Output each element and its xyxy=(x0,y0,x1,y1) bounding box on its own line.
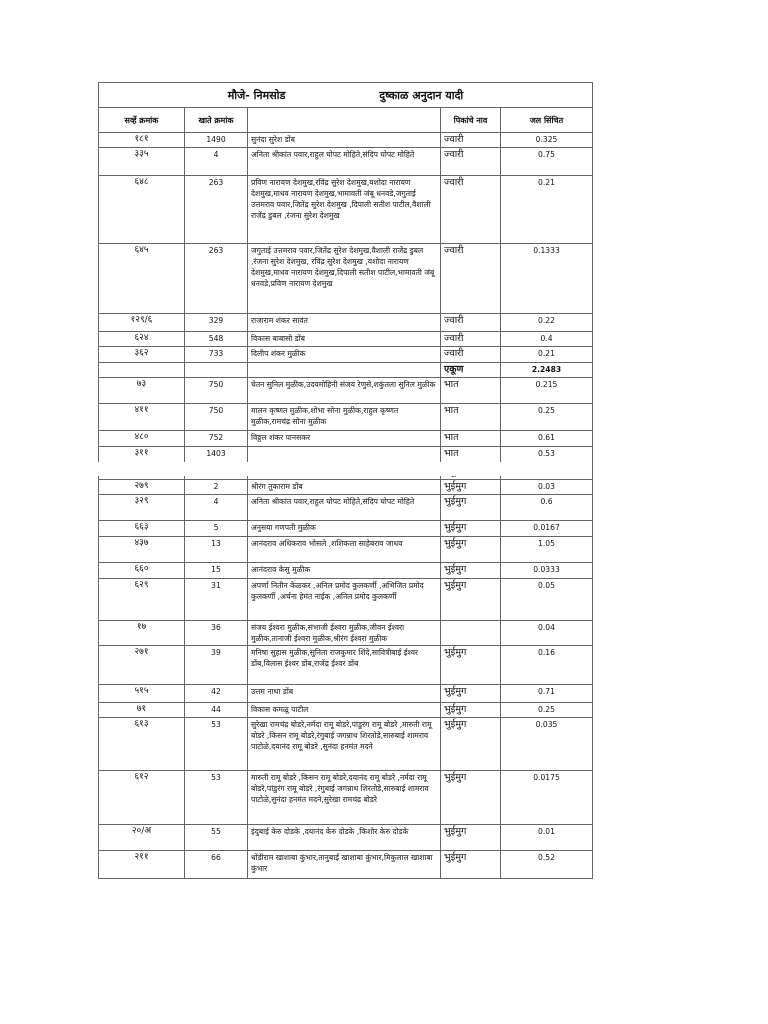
owner-names-cell: सुनंदा सुरेश डोंब xyxy=(248,133,441,148)
account-number-cell: 66 xyxy=(185,851,248,879)
irrigated-area-cell: 0.0167 xyxy=(501,521,593,537)
survey-number-cell: ६४५ xyxy=(99,244,185,314)
crop-name-cell: भुईमुग xyxy=(441,537,501,563)
crop-name-cell: भुईमुग xyxy=(441,851,501,879)
irrigated-area-cell: 0.25 xyxy=(501,404,593,431)
account-number-cell: 44 xyxy=(185,703,248,718)
survey-number-cell xyxy=(99,363,185,378)
irrigated-area-cell: 0.6 xyxy=(501,495,593,521)
survey-number-cell: ३३५ xyxy=(99,148,185,176)
header-row xyxy=(99,108,593,133)
account-number-cell: 263 xyxy=(185,244,248,314)
owner-names-cell xyxy=(248,363,441,378)
table-row xyxy=(99,404,593,431)
owner-names-cell: मनिषा सुहास मुळीक,सुनिता राजकुमार शिंदे,सावित्रीबाई ईश्वर डोंब,विलास ईश्वर डोंब,राजेंद्र ईश्वर डोंब xyxy=(248,646,441,685)
page-break-gap xyxy=(98,462,592,476)
irrigated-area-cell: 0.03 xyxy=(501,480,593,495)
account-number-cell: 733 xyxy=(185,347,248,363)
survey-number-cell: ३२९ xyxy=(99,495,185,521)
table-row xyxy=(99,495,593,521)
crop-name-cell: भुईमुग xyxy=(441,718,501,771)
survey-number-cell: ४८० xyxy=(99,431,185,447)
header-crop-name: पिकांचे नाव xyxy=(441,108,501,133)
crop-name-cell: भुईमुग xyxy=(441,579,501,621)
survey-number-cell: ६२९ xyxy=(99,579,185,621)
account-number-cell: 4 xyxy=(185,495,248,521)
crop-name-cell: भुईमुग xyxy=(441,495,501,521)
total-row xyxy=(99,363,593,378)
irrigated-area-cell: 0.25 xyxy=(501,703,593,718)
table-row xyxy=(99,579,593,621)
survey-number-cell: ५१५ xyxy=(99,685,185,703)
irrigated-area-cell: 0.0175 xyxy=(501,771,593,825)
list-name: दुष्काळ अनुदान यादी xyxy=(379,88,464,102)
irrigated-area-cell: 0.04 xyxy=(501,621,593,646)
survey-number-cell: ७१ xyxy=(99,703,185,718)
crop-name-cell: ज्वारी xyxy=(441,244,501,314)
account-number-cell: 53 xyxy=(185,718,248,771)
account-number-cell: 2 xyxy=(185,480,248,495)
table-row xyxy=(99,771,593,825)
survey-number-cell: २११ xyxy=(99,851,185,879)
survey-number-cell: २७१ xyxy=(99,646,185,685)
irrigated-area-cell: 2.2483 xyxy=(501,363,593,378)
document-sheet xyxy=(98,82,592,879)
table-row xyxy=(99,703,593,718)
survey-number-cell: १२९/६ xyxy=(99,314,185,332)
owner-names-cell: विकास कमळू पाटील xyxy=(248,703,441,718)
owner-names-cell: प्रविण नारायण देशमुख,रविंद्र सुरेश देशमुख,यशोदा नारायण देशमुख,माधव नारायण देशमुख,भामावती जंबू धनवडे,जगुताई उत्तमराव पवार,जितेंद्र सुरेश देशमुख ,दिपाली सतीश पाटील,वैशाली राजेंद्र डुबल ,रंजना सुरेश देशमुख xyxy=(248,176,441,244)
account-number-cell: 53 xyxy=(185,771,248,825)
crop-name-cell: ज्वारी xyxy=(441,347,501,363)
irrigated-area-cell: 0.16 xyxy=(501,646,593,685)
table-row xyxy=(99,646,593,685)
survey-number-cell: ६१२ xyxy=(99,771,185,825)
table-row xyxy=(99,431,593,447)
owner-names-cell: अनिता श्रीकांत पवार,राहुल घोपट मोहिते,संदिप घोपट मोहिते xyxy=(248,148,441,176)
irrigated-area-cell: 0.05 xyxy=(501,579,593,621)
owner-names-cell: संजय ईश्वरा मुळीक,संभाजी ईश्वरा मुळीक,जीवन ईश्वरा मुळीक,तानाजी ईश्वरा मुळीक,श्रीरंग ईश्वरा मुळीक xyxy=(248,621,441,646)
owner-names-cell: श्रीरंग तुकाराम डोंब xyxy=(248,480,441,495)
header-names xyxy=(248,108,441,133)
owner-names-cell: धोंडीराम खाशाबा कुंभार,तानुबाई खाशाबा कुंभार,मिकुलाल खाशाबा कुंभार xyxy=(248,851,441,879)
drought-grant-table xyxy=(98,82,593,879)
irrigated-area-cell: 1.05 xyxy=(501,537,593,563)
crop-name-cell: भुईमुग xyxy=(441,685,501,703)
owner-names-cell: राजाराम शंकर सावंत xyxy=(248,314,441,332)
irrigated-area-cell: 0.01 xyxy=(501,825,593,851)
table-row xyxy=(99,133,593,148)
owner-names-cell: सुरेखा रामचंद्र बोडरे,नर्मदा रामू बोडरे,पांडुरंग रामू बोडरे ,मारुती रामू बोडरे ,किसन रामू बोडरे,रंगुबाई जगन्नाथ शिरतोडे,सारुबाई शामराव पाटोळे,दयानंद रामू बोडरे ,सुनंदा हनमंत मदने xyxy=(248,718,441,771)
table-row xyxy=(99,563,593,579)
owner-names-cell: आनंदराव केसु मुळीक xyxy=(248,563,441,579)
survey-number-cell: ७३ xyxy=(99,378,185,404)
owner-names-cell: मारुती रामू बोडरे ,किसन रामू बोडरे,दयानंद रामू बोडरे ,नर्मदा रामू बोडरे,पांडुरंग रामू बोडरे ,रंगुबाई जगन्नाथ शिरतोडे,सारुबाई शामराव पाटोळे,सुनंदा हनमंत मदने,सुरेखा रामचंद्र बोडरे xyxy=(248,771,441,825)
irrigated-area-cell: 0.325 xyxy=(501,133,593,148)
table-row xyxy=(99,176,593,244)
account-number-cell: 42 xyxy=(185,685,248,703)
owner-names-cell: दिलीप शंकर मुळीक xyxy=(248,347,441,363)
table-row xyxy=(99,537,593,563)
crop-name-cell: ज्वारी xyxy=(441,332,501,347)
irrigated-area-cell: 0.22 xyxy=(501,314,593,332)
table-row xyxy=(99,685,593,703)
survey-number-cell: ६१३ xyxy=(99,718,185,771)
crop-name-cell: भुईमुग xyxy=(441,646,501,685)
account-number-cell: 750 xyxy=(185,378,248,404)
irrigated-area-cell: 0.4 xyxy=(501,332,593,347)
table-row xyxy=(99,851,593,879)
crop-name-cell: भुईमुग xyxy=(441,563,501,579)
irrigated-area-cell: 0.21 xyxy=(501,347,593,363)
irrigated-area-cell: 0.1333 xyxy=(501,244,593,314)
table-row xyxy=(99,825,593,851)
crop-name-cell: ज्वारी xyxy=(441,133,501,148)
survey-number-cell: ६४८ xyxy=(99,176,185,244)
header-account-no: खाते क्रमांक xyxy=(185,108,248,133)
irrigated-area-cell: 0.61 xyxy=(501,431,593,447)
survey-number-cell: ३११ xyxy=(99,447,185,465)
crop-name-cell: भात xyxy=(441,447,501,465)
owner-names-cell: उत्तम नाथा डोंब xyxy=(248,685,441,703)
account-number-cell: 4 xyxy=(185,148,248,176)
account-number-cell: 5 xyxy=(185,521,248,537)
account-number-cell: 1403 xyxy=(185,447,248,465)
account-number-cell: 263 xyxy=(185,176,248,244)
owner-names-cell: अनुसया गणपती मुळीक xyxy=(248,521,441,537)
owner-names-cell: विठ्ठल शंकर पानसकर xyxy=(248,431,441,447)
owner-names-cell: इंदुबाई केरु दोडके ,दयानंद केरु दोडके ,किशोर केरु दोडके xyxy=(248,825,441,851)
table-row xyxy=(99,244,593,314)
header-irrigated-area: जल सिंचित xyxy=(501,108,593,133)
owner-names-cell: अनिता श्रीकांत पवार,राहुल घोपट मोहिते,संदिप घोपट मोहिते xyxy=(248,495,441,521)
survey-number-cell: ६२४ xyxy=(99,332,185,347)
crop-name-cell: ज्वारी xyxy=(441,176,501,244)
table-row xyxy=(99,314,593,332)
irrigated-area-cell: 0.21 xyxy=(501,176,593,244)
survey-number-cell: ४११ xyxy=(99,404,185,431)
account-number-cell: 750 xyxy=(185,404,248,431)
crop-name-cell xyxy=(441,621,501,646)
crop-name-cell: भुईमुग xyxy=(441,521,501,537)
crop-name-cell: भात xyxy=(441,404,501,431)
table-row xyxy=(99,332,593,347)
survey-number-cell: १७ xyxy=(99,621,185,646)
irrigated-area-cell: 0.75 xyxy=(501,148,593,176)
account-number-cell xyxy=(185,363,248,378)
crop-name-cell: भुईमुग xyxy=(441,480,501,495)
table-row xyxy=(99,378,593,404)
owner-names-cell: मालन कृष्णत मुळीक,शोभा सोना मुळीक,राहुल कृष्णत मुळीक,रामचंद्र सोना मुळीक xyxy=(248,404,441,431)
survey-number-cell: २०/अ xyxy=(99,825,185,851)
account-number-cell: 55 xyxy=(185,825,248,851)
irrigated-area-cell: 0.215 xyxy=(501,378,593,404)
table-row xyxy=(99,521,593,537)
owner-names-cell: अपर्णा नितीन केळकर ,अनिल प्रमोद कुलकर्णी ,अभिजित प्रमोद कुलकर्णी ,अर्चना हेमंत नाईक ,अनिल प्रमोद कुलकर्णी xyxy=(248,579,441,621)
survey-number-cell: ६६० xyxy=(99,563,185,579)
village-name: मौजे- निमसोड xyxy=(227,88,286,102)
crop-name-cell: भुईमुग xyxy=(441,771,501,825)
crop-name-cell: भुईमुग xyxy=(441,825,501,851)
irrigated-area-cell: 0.53 xyxy=(501,447,593,465)
account-number-cell: 329 xyxy=(185,314,248,332)
table-row xyxy=(99,480,593,495)
crop-name-cell: भात xyxy=(441,431,501,447)
account-number-cell: 13 xyxy=(185,537,248,563)
account-number-cell: 31 xyxy=(185,579,248,621)
survey-number-cell: ६६३ xyxy=(99,521,185,537)
crop-name-cell: भात xyxy=(441,378,501,404)
owner-names-cell: जगुताई उत्तमराव पवार,जितेंद्र सुरेश देशमुख,वैशाली राजेंद्र डुबल ,रंजना सुरेश देशमुख, रविंद्र सुरेश देशमुख ,यशोदा नारायण देशमुख,माधव नारायण देशमुख,दिपाली सतीश पाटील,भामावती जंबू धनवडे,प्रविण नारायण देशमुख xyxy=(248,244,441,314)
table-row xyxy=(99,621,593,646)
survey-number-cell: २७९ xyxy=(99,480,185,495)
header-survey-no: सर्व्हे क्रमांक xyxy=(99,108,185,133)
account-number-cell: 548 xyxy=(185,332,248,347)
owner-names-cell: विकास बाबासो डोंब xyxy=(248,332,441,347)
irrigated-area-cell: 0.035 xyxy=(501,718,593,771)
account-number-cell: 39 xyxy=(185,646,248,685)
crop-name-cell: ज्वारी xyxy=(441,148,501,176)
account-number-cell: 1490 xyxy=(185,133,248,148)
table-title xyxy=(99,83,593,108)
irrigated-area-cell: 0.52 xyxy=(501,851,593,879)
table-row xyxy=(99,718,593,771)
irrigated-area-cell: 0.0333 xyxy=(501,563,593,579)
survey-number-cell: ३६२ xyxy=(99,347,185,363)
irrigated-area-cell: 0.71 xyxy=(501,685,593,703)
owner-names-cell: आनंदराव अधिकराव भोसले ,शशिकला साहेबराव जाधव xyxy=(248,537,441,563)
crop-name-cell: ज्वारी xyxy=(441,314,501,332)
table-row xyxy=(99,148,593,176)
survey-number-cell: १८१ xyxy=(99,133,185,148)
account-number-cell: 15 xyxy=(185,563,248,579)
table-row xyxy=(99,347,593,363)
account-number-cell: 36 xyxy=(185,621,248,646)
crop-name-cell: भुईमुग xyxy=(441,703,501,718)
owner-names-cell: चेतन सुनिल मुळीक,उदयमोहिनी संजय रेणुसे,शकुंतला सुनिल मुळीक xyxy=(248,378,441,404)
survey-number-cell: ४३७ xyxy=(99,537,185,563)
account-number-cell: 752 xyxy=(185,431,248,447)
crop-name-cell: एकूण xyxy=(441,363,501,378)
